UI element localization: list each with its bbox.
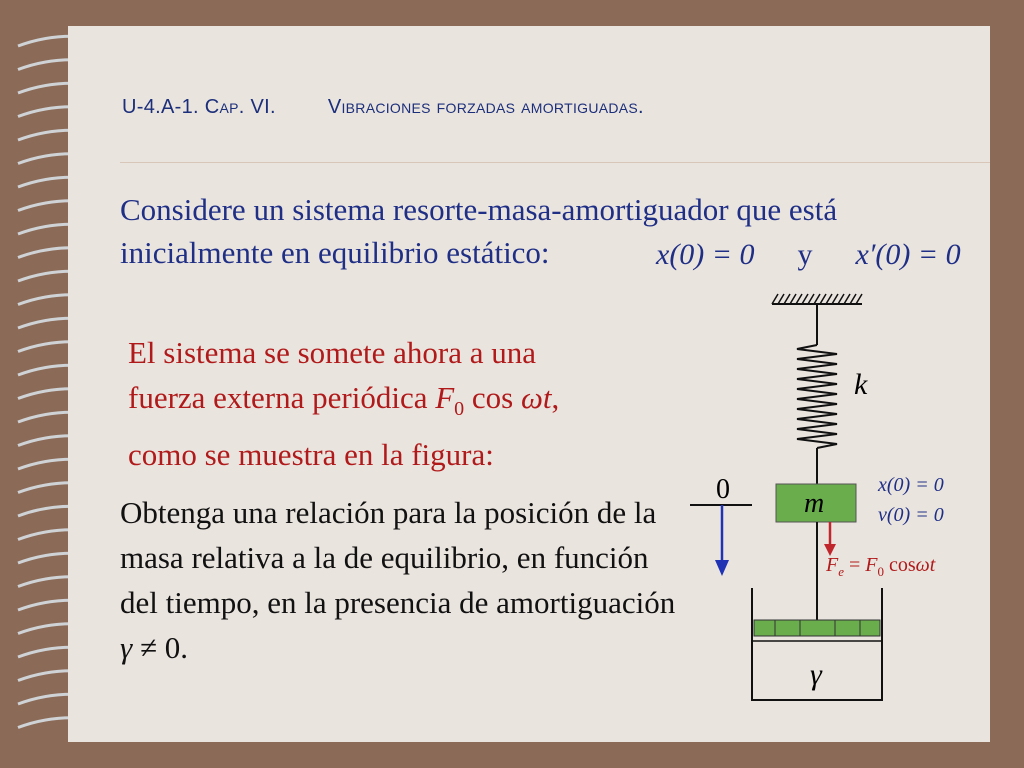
task-paragraph — [120, 490, 680, 670]
force-arg: ωt — [520, 380, 552, 415]
condition-connector: y — [797, 238, 813, 271]
force-label-lhs-sub: e — [838, 564, 844, 579]
ceiling-hatch — [772, 294, 862, 304]
task-text-end: ≠ 0. — [132, 630, 188, 665]
force-label-arg: ωt — [915, 554, 936, 576]
chapter-title: Vibraciones forzadas amortiguadas. — [327, 96, 644, 118]
force-line-1: El sistema se somete ahora a una — [128, 335, 537, 370]
condition-v0: x′(0) = 0 — [855, 238, 961, 271]
gamma-symbol: γ — [120, 630, 133, 665]
spring-constant-label: k — [854, 368, 868, 401]
force-symbol: F — [435, 380, 455, 415]
force-cos: cos — [464, 380, 521, 415]
initial-position-label: x(0) = 0 — [878, 474, 944, 496]
external-force-label — [826, 554, 935, 580]
force-label-rhs-sub: 0 — [877, 564, 884, 579]
force-paragraph — [128, 330, 688, 477]
force-label-cos: cos — [884, 554, 916, 576]
force-label-rhs: F — [865, 554, 878, 576]
task-text: Obtenga una relación para la posición de la masa relativa a la de equilibrio, en función del tiempo, en la presencia de amortiguación — [120, 495, 676, 620]
spring-mass-damper-diagram — [680, 290, 980, 710]
intro-paragraph: Considere un sistema resorte-masa-amortiguador que está inicialmente en equilibrio estático: — [120, 192, 838, 270]
force-line-3: como se muestra en la figura: — [128, 437, 494, 473]
force-label-eq: = — [844, 554, 866, 576]
initial-conditions — [656, 238, 961, 272]
damping-coefficient-label: γ — [810, 658, 822, 691]
spring — [797, 345, 837, 448]
slide-title — [122, 96, 644, 119]
piston-plate — [754, 620, 880, 636]
condition-x0: x(0) = 0 — [656, 238, 755, 271]
force-subscript: 0 — [454, 398, 465, 421]
force-line-2-post: , — [551, 380, 560, 415]
title-divider — [120, 162, 990, 163]
force-line-2-pre: fuerza externa periódica — [128, 380, 436, 415]
equilibrium-zero-label: 0 — [716, 474, 730, 505]
displacement-arrow-head — [715, 560, 729, 576]
chapter-code: U-4.A-1. Cap. VI. — [122, 96, 276, 118]
mass-label: m — [804, 488, 825, 519]
force-label-lhs: F — [826, 554, 839, 576]
initial-velocity-label: v(0) = 0 — [878, 504, 944, 526]
